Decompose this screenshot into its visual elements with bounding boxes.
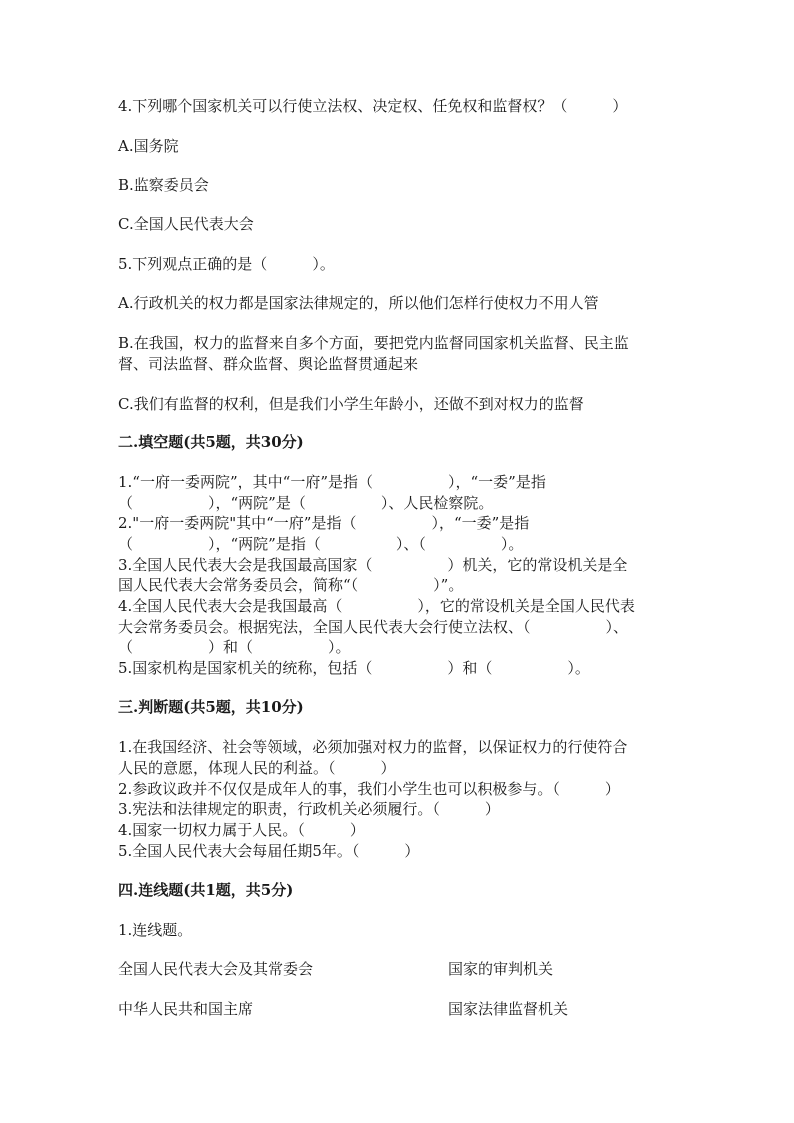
section-2-heading: 二.填空题(共5题，共30分) bbox=[118, 433, 304, 451]
fill-line: 1.“一府一委两院”，其中“一府”是指（ ），“一委”是指 bbox=[118, 473, 546, 491]
fill-line: 2."一府一委两院"其中“一府”是指（ ），“一委”是指 bbox=[118, 514, 530, 532]
judge-line: 人民的意愿，体现人民的利益。（ ） bbox=[118, 759, 396, 777]
fill-line: 5.国家机构是国家机关的统称，包括（ ）和（ ）。 bbox=[118, 659, 590, 677]
fill-line: （ ）和（ ）。 bbox=[118, 638, 351, 656]
question-4-option-b: B.监察委员会 bbox=[118, 176, 209, 194]
matching-question-1: 1.连线题。 bbox=[118, 921, 193, 939]
question-5-option-b-line-1: B.在我国，权力的监督来自多个方面，要把党内监督同国家机关监督、民主监 bbox=[118, 334, 629, 352]
fill-line: 4.全国人民代表大会是我国最高（ ），它的常设机关是全国人民代表 bbox=[118, 597, 635, 615]
fill-line: 3.全国人民代表大会是我国最高国家（ ）机关，它的常设机关是全 bbox=[118, 556, 628, 574]
question-5-option-a: A.行政机关的权力都是国家法律规定的，所以他们怎样行使权力不用人管 bbox=[118, 294, 599, 312]
fill-line: （ ），“两院”是指（ ）、（ ）。 bbox=[118, 535, 524, 553]
section-4-heading: 四.连线题(共1题，共5分) bbox=[118, 881, 294, 899]
section-3-heading: 三.判断题(共5题，共10分) bbox=[118, 698, 304, 716]
question-4-option-c: C.全国人民代表大会 bbox=[118, 215, 254, 233]
question-5-stem: 5.下列观点正确的是（ ）。 bbox=[118, 255, 335, 273]
judge-line: 2.参政议政并不仅仅是成年人的事，我们小学生也可以积极参与。（ ） bbox=[118, 780, 620, 798]
question-4-stem: 4.下列哪个国家机关可以行使立法权、决定权、任免权和监督权？（ ） bbox=[118, 97, 628, 115]
question-4-option-a: A.国务院 bbox=[118, 137, 179, 155]
judge-line: 5.全国人民代表大会每届任期5年。（ ） bbox=[118, 842, 420, 860]
judge-line: 3.宪法和法律规定的职责，行政机关必须履行。（ ） bbox=[118, 800, 500, 818]
matching-left-item: 全国人民代表大会及其常委会 bbox=[118, 960, 314, 978]
question-5-option-c: C.我们有监督的权利，但是我们小学生年龄小，还做不到对权力的监督 bbox=[118, 395, 584, 413]
fill-line: 国人民代表大会常务委员会，简称“（ ）”。 bbox=[118, 576, 464, 594]
fill-line: 大会常务委员会。根据宪法，全国人民代表大会行使立法权、（ ）、 bbox=[118, 618, 629, 636]
question-5-option-b-line-2: 督、司法监督、群众监督、舆论监督贯通起来 bbox=[118, 355, 419, 373]
matching-right-item: 国家法律监督机关 bbox=[448, 1000, 569, 1018]
matching-right-item: 国家的审判机关 bbox=[448, 960, 554, 978]
judge-line: 4.国家一切权力属于人民。（ ） bbox=[118, 821, 365, 839]
judge-line: 1.在我国经济、社会等领域，必须加强对权力的监督，以保证权力的行使符合 bbox=[118, 738, 628, 756]
fill-line: （ ），“两院”是（ ）、人民检察院。 bbox=[118, 494, 494, 512]
matching-left-item: 中华人民共和国主席 bbox=[118, 1000, 254, 1018]
